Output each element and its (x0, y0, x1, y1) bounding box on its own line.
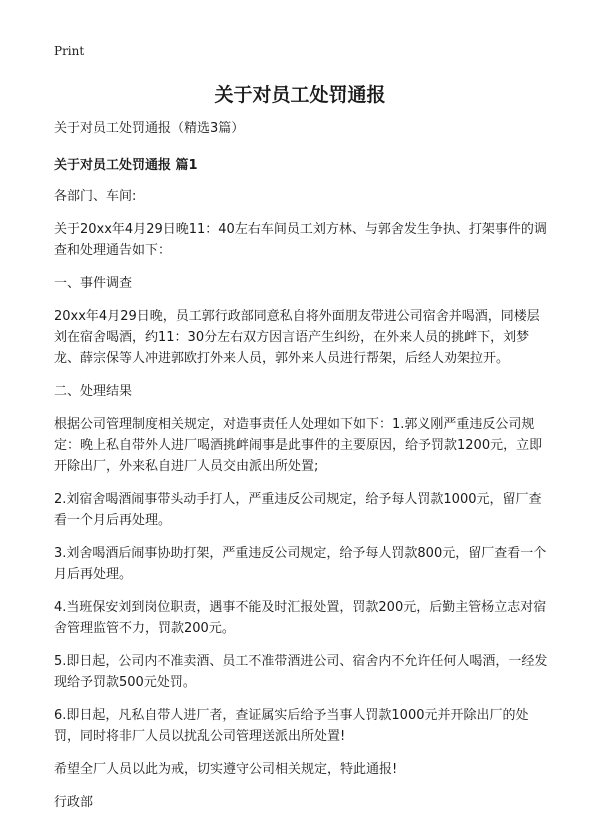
result-item-3: 3.刘舍喝酒后闹事协助打架，严重违反公司规定，给予每人罚款800元，留厂查看一个月后再处理。 (54, 546, 547, 582)
result-item-5: 5.即日起，公司内不准卖酒、员工不准带酒进公司、宿舍内不允许任何人喝酒，一经发现给予罚款500元处罚。 (54, 654, 548, 690)
document-subtitle: 关于对员工处罚通报（精选3篇） (54, 121, 245, 136)
result-item-4: 4.当班保安刘到岗位职责，遇事不能及时汇报处置，罚款200元，后勤主管杨立志对宿舍管理监管不力，罚款200元。 (54, 600, 547, 636)
page-title: 关于对员工处罚通报 (214, 84, 386, 106)
investigation-paragraph: 20xx年4月29日晚，员工郭行政部同意私自将外面朋友带进公司宿舍并喝酒，同楼层刘在宿舍喝酒，约11：30分左右双方因言语产生纠纷，在外来人员的挑衅下，刘梦龙、薛宗保等人冲进郭欧打外来人员，郭外来人员进行帮架，后经人劝架拉开。 (54, 309, 540, 366)
signature-department: 行政部 (54, 795, 94, 810)
heading-investigation: 一、事件调查 (54, 276, 133, 291)
heading-results: 二、处理结果 (54, 384, 133, 399)
section-title: 关于对员工处罚通报 篇1 (54, 158, 198, 173)
print-link[interactable]: Print (54, 44, 85, 58)
result-item-1: 根据公司管理制度相关规定，对造事责任人处理如下如下：1.郭义刚严重违反公司规定：晚上私自带外人进厂喝酒挑衅闹事是此事件的主要原因，给予罚款1200元，立即开除出厂，外来私自进厂人员交由派出所处置; (54, 417, 543, 474)
result-item-2: 2.刘宿舍喝酒闹事带头动手打人，严重违反公司规定，给予每人罚款1000元，留厂查看一个月后再处理。 (54, 492, 542, 528)
closing-paragraph: 希望全厂人员以此为戒，切实遵守公司相关规定，特此通报! (54, 762, 398, 777)
greeting: 各部门、车间: (54, 189, 137, 204)
document-body (54, 118, 548, 813)
result-item-6: 6.即日起，凡私自带人进厂者，查证属实后给予当事人罚款1000元并开除出厂的处罚，同时将非厂人员以扰乱公司管理送派出所处置! (54, 708, 529, 744)
intro-paragraph: 关于20xx年4月29日晚11：40左右车间员工刘方林、与郭舍发生争执、打架事件的调查和处理通告如下： (54, 222, 547, 258)
